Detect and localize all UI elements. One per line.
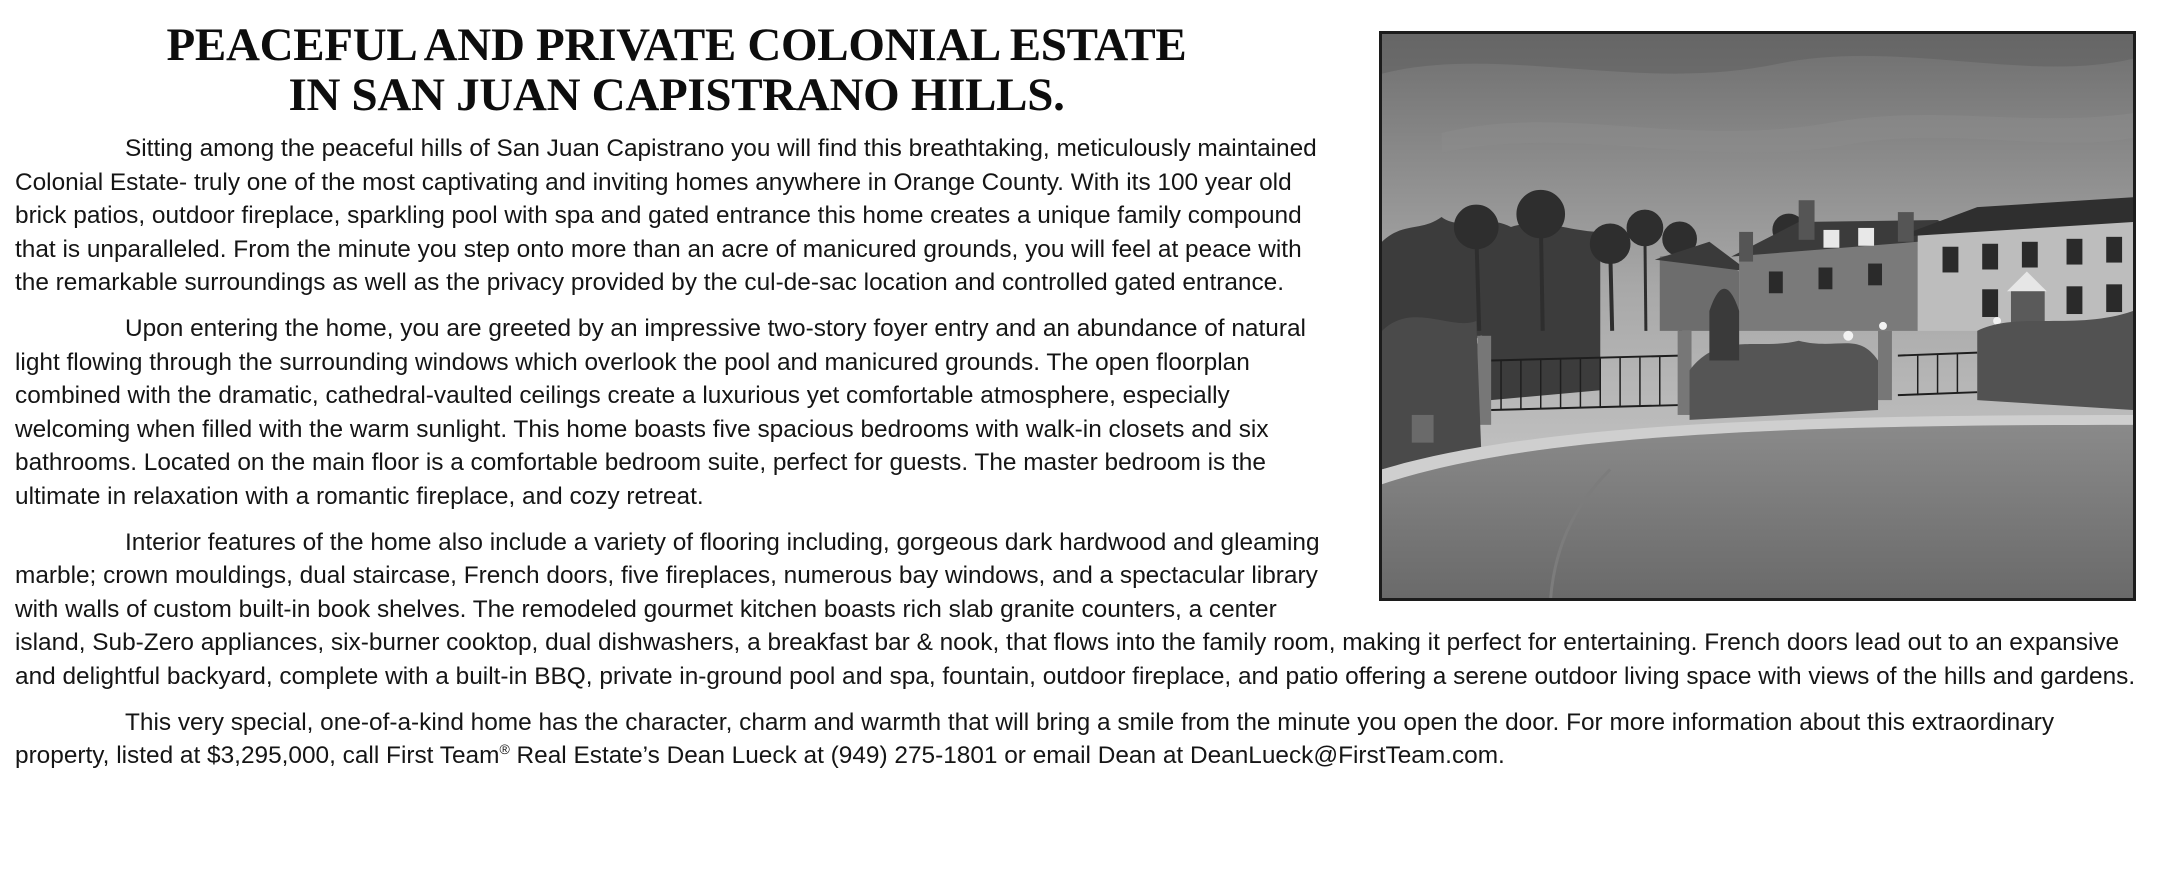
headline-line-2: IN SAN JUAN CAPISTRANO HILLS.: [288, 69, 1065, 121]
paragraph-contact: [15, 706, 2142, 773]
paragraph-intro: Sitting among the peaceful hills of San Juan Capistrano you will find this breathtaking, meticulously maintained Colonial Estate- truly one of the most captivating and inviting homes anywhere in Orange County. With its 100 year old brick patios, outdoor fireplace, sparkling pool with spa and gated entrance this home creates a unique family compound that is unparalleled. From the minute you step onto more than an acre of manicured grounds, you will feel at peace with the remarkable surroundings as well as the privacy provided by the cul-de-sac location and controlled gated entrance.: [15, 135, 1317, 297]
headline-line-1: PEACEFUL AND PRIVATE COLONIAL ESTATE: [166, 19, 1187, 71]
listing-headline: [14, 20, 1339, 120]
listing-body: [15, 132, 2142, 785]
contact-text-end: Real Estate’s Dean Lueck at (949) 275-1801 or email Dean at DeanLueck@FirstTeam.com.: [509, 742, 1505, 770]
paragraph-interior: Interior features of the home also include a variety of flooring including, gorgeous dark hardwood and gleaming marble; crown mouldings, dual staircase, French doors, five fireplaces, numerous bay windows, and a spectacular library with walls of custom built-in book shelves. The remodeled gourmet kitchen boasts rich slab granite counters, a center island, Sub-Zero appliances, six-burner cooktop, dual dishwashers, a breakfast bar & nook, that flows into the family room, making it perfect for entertaining. French doors lead out to an expansive and delightful backyard, complete with a built-in BBQ, private in-ground pool and spa, fountain, outdoor fireplace, and patio offering a serene outdoor living space with views of the hills and gardens.: [15, 528, 2136, 690]
registered-mark: ®: [499, 740, 510, 757]
photo-wrap-space: [1340, 132, 2142, 610]
paragraph-entry: Upon entering the home, you are greeted by an impressive two-story foyer entry and an abundance of natural light flowing through the surrounding windows which overlook the pool and manicured grounds. The open floorplan combined with the dramatic, cathedral-vaulted ceilings create a luxurious yet comfortable atmosphere, especially welcoming when filled with the warm sunlight. This home boasts five spacious bedrooms with walk-in closets and six bathrooms. Located on the main floor is a comfortable bedroom suite, perfect for guests. The master bedroom is the ultimate in relaxation with a romantic fireplace, and cozy retreat.: [15, 314, 1306, 510]
contact-text-start: This very special, one-of-a-kind home has the character, charm and warmth that will bring a smile from the minute you open the door. For more information about this extraordinary property, listed at $3,295,000, call First Team: [15, 708, 2055, 770]
